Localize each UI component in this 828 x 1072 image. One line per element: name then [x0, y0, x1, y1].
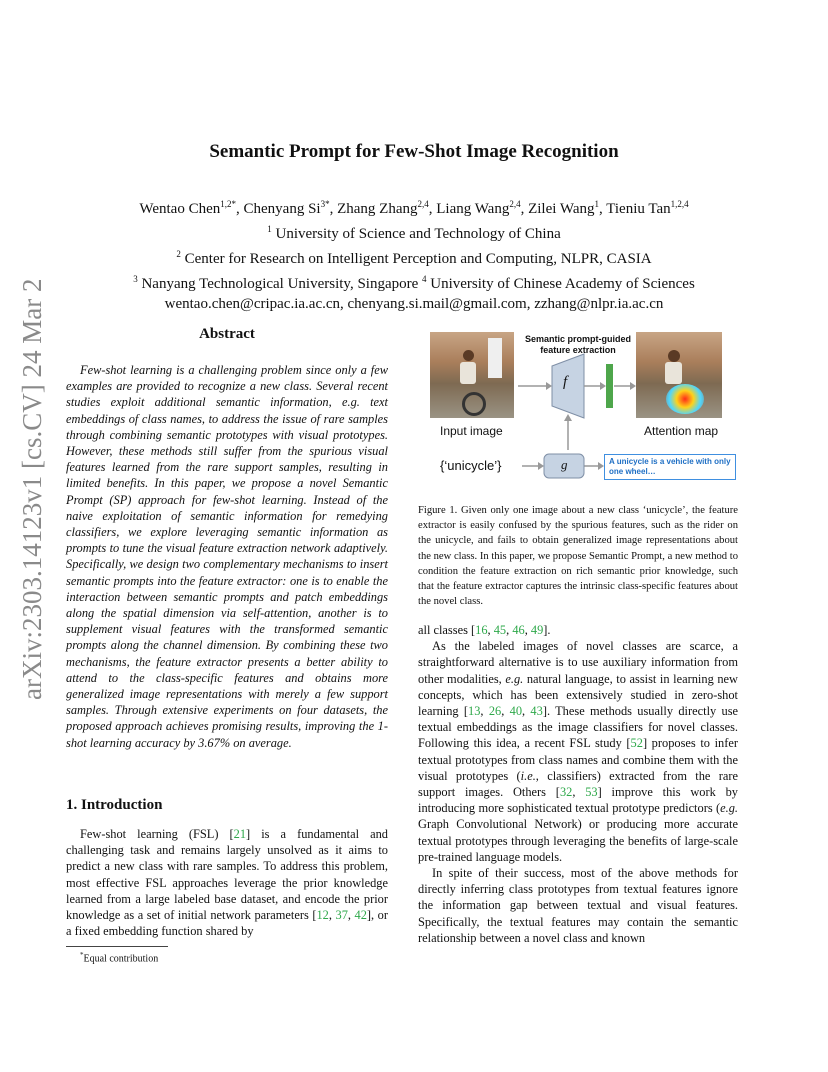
- abstract-text: Few-shot learning is a challenging problem since only a few examples are provided to recognize a new class. Several recent studies exploit additional semantic information, e.g. text embeddings of class names, to address the issue of rare samples through combining semantic prototypes with visual prototypes. However, these methods still suffer from the spurious visual features learned from the rare support samples, resulting in limited benefits. In this paper, we propose a novel Semantic Prompt (SP) approach for few-shot learning. Instead of the naive exploitation of semantic information for remedying classifiers, we explore leveraging semantic information as prompts to tune the visual feature extraction network adaptively. Specifically, we design two complementary mechanisms to insert semantic prompts into the feature extractor: one is to enable the interaction between semantic prompts and patch embeddings along the spatial dimension via self-attention, another is to supplement visual features with the transformed semantic prompts along the channel dimension. By combining these two mechanisms, the feature extractor presents a better ability to attend to the class-specific features and obtains more generalized image representations with merely a few support samples. Through extensive experiments on four datasets, the proposed approach achieves promising results, improving the 1-shot learning accuracy by 3.67% on average.: [66, 363, 388, 750]
- abstract-heading: Abstract: [199, 326, 255, 342]
- affiliation-2: $^2$ Center for Research on Intelligent Perception and Computing, NLPR, CASIA: [176, 249, 652, 267]
- author-block: [0, 194, 828, 314]
- right-paragraph-1: all classes [16, 45, 46, 49].: [418, 623, 551, 637]
- right-paragraph-2: As the labeled images of novel classes are scarce, a straightforward alternative is to use auxiliary information from other modalities, e.g. natural language, to assist in learning new concepts, which has been extensively studied in zero-shot learning [13, 26, 40, 43]. These methods usually directly use textual embeddings as the image classifiers for novel classes. Following this idea, a recent FSL study [52] proposes to infer textual prototypes from class names and combine them with the visual prototypes (i.e., classifiers) extracted from the rare support images. Others [32, 53] improve this work by introducing more sophisticated textual prototype predictors (e.g. Graph Convolutional Network) or producing more accurate textual prototypes through leveraging the benefits of large-scale pre-trained language models.: [418, 639, 739, 864]
- input-image-label: Input image: [440, 424, 503, 438]
- arxiv-stamp: [14, 280, 48, 700]
- author-emails: wentao.chen@cripac.ia.ac.cn, chenyang.si.mail@gmail.com, zzhang@nlpr.ia.ac.cn: [164, 296, 664, 312]
- arxiv-stamp-text: arXiv:2303.14123v1 [cs.CV] 24 Mar 2023: [17, 280, 47, 700]
- paper-title: Semantic Prompt for Few-Shot Image Recognition: [209, 141, 619, 162]
- figure-1: [426, 328, 744, 488]
- intro-heading: 1. Introduction: [66, 797, 163, 813]
- figure-top-label: Semantic prompt-guided feature extraction: [524, 334, 631, 355]
- affiliation-1: $^1$ University of Science and Technology of China: [267, 224, 561, 242]
- f-network-shape: [552, 354, 584, 418]
- feature-bar: [606, 364, 613, 408]
- attention-map-label: Attention map: [644, 424, 719, 438]
- footnote-rule: [66, 946, 168, 947]
- g-label: g: [561, 457, 568, 472]
- figure-caption: Figure 1. Given only one image about a new class ‘unicycle’, the feature extractor is easily confused by the spurious features, such as the rider on the unicycle, and fails to obtain generalized image representations about the new class. In this paper, we propose Semantic Prompt, a new method to condition the feature extraction on rich semantic prior knowledge, such that the feature extractor captures the intrinsic class-specific features about the novel class.: [418, 505, 738, 608]
- semantic-note-box: A unicycle is a vehicle with only one wheel…: [604, 454, 736, 480]
- f-label: f: [563, 374, 568, 390]
- right-paragraph-3: In spite of their success, most of the above methods for directly inferring class prototypes from textual features ignore the information gap between textual and visual features. Specifically, the textual features may contain the semantic relationship between a novel class and known: [418, 866, 738, 945]
- footnote: *Equal contribution: [80, 951, 159, 965]
- right-column-text: [418, 622, 738, 946]
- intro-text: Few-shot learning (FSL) [21] is a fundamental and challenging task and remains largely unsolved as it aims to predict a new class with rare samples. To address this problem, most effective FSL approaches leverage the prior knowledge learned from a large labeled base dataset, and encode the prior knowledge as a set of initial network parameters [12, 37, 42], or a fixed embedding function shared by: [66, 827, 388, 939]
- author-names: Wentao Chen$^{1,2*}$, Chenyang $Si^{3*}$, Zhang Zhang$^{2,4}$, Liang Wang$^{2,4}$, Zilei Wang$^1$, Tieniu Tan$^{1,2,4}$: [139, 199, 689, 217]
- affiliation-3-4: $^3$ Nanyang Technological University, Singapore $^4$ University of Chinese Academy of Sciences: [133, 274, 695, 292]
- text-input-label: {‘unicycle’}: [440, 458, 502, 473]
- attention-map-image: [636, 332, 722, 418]
